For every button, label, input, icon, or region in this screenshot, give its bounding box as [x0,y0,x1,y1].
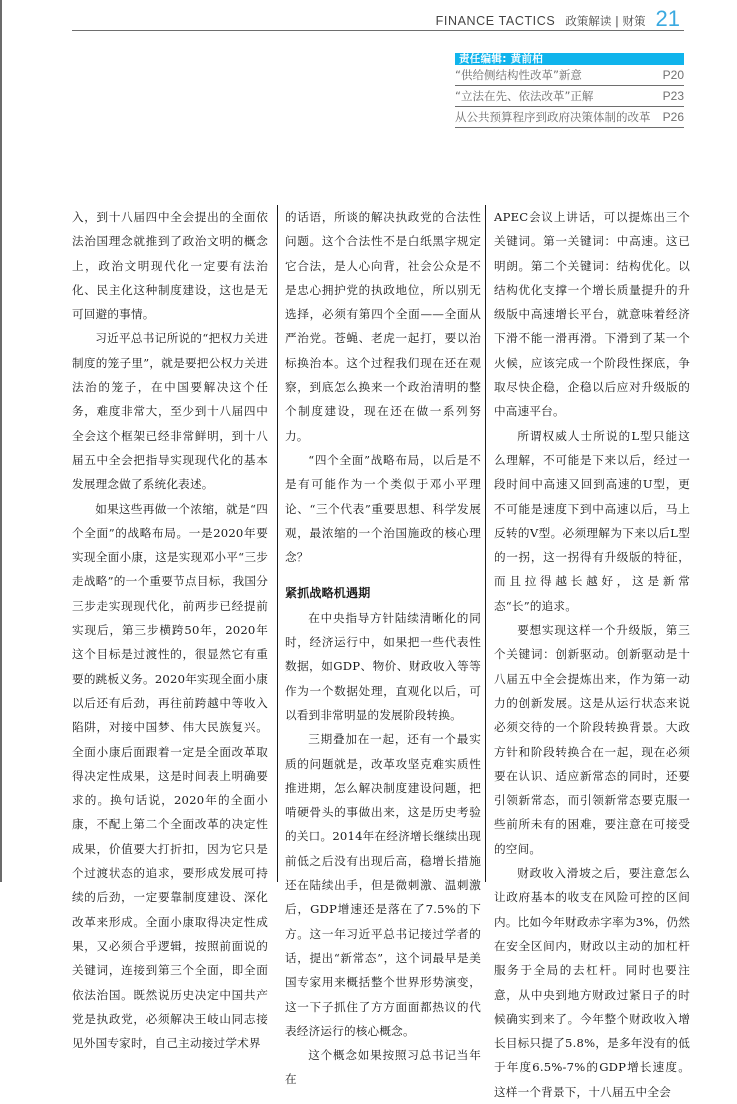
column-divider [485,205,486,882]
toc-item-title: 从公共预算程序到政府决策体制的改革 [455,110,651,124]
toc-item-title: “供给侧结构性改革”新意 [455,68,582,82]
paragraph: APEC会议上讲话，可以提炼出三个关键词。第一关键词：中高速。这已明朗。第二个关键词：结构优化。以结构优化支撑一个增长质量提升的升级版中高速增长平台，就意味着经济下滑不能一滑再滑。下滑到了某一个火候，应该完成一个阶段性探底，争取尽快企稳，企稳以后应对升级版的中高速平台。 [494,210,690,419]
paragraph: 财政收入滑坡之后，要注意怎么让政府基本的收支在风险可控的区间内。比如今年财政赤字率为3%，仍然在安全区间内，财政以主动的加杠杆服务于全局的去杠杆。同时也要注意，从中央到地方财政过紧日子的时候确实到来了。今年整个财政收入增长目标只提了5.8%，是多年没有的低于年度6.5%-7%的GDP增长速度。这样一个背景下，十八届五中全会 [494,866,690,1099]
paragraph: 三期叠加在一起，还有一个最实质的问题就是，改革攻坚克难实质性推进期，怎么解决制度建设问题，把啃硬骨头的事做出来，这是历史考验的关口。2014年在经济增长继续出现前低之后没有出现后高，稳增长措施还在陆续出手，但是微刺激、温刺激后，GDP增速还是落在了7.5%的下方。这一年习近平总书记接过学者的话，提出“新常态”，这个词最早是美国专家用来概括整个世界形势演变，这一下子抓住了方方面面都热议的代表经济运行的核心概念。 [285,732,481,1038]
header-right [436,8,680,30]
paragraph: 这个概念如果按照习总书记当年在 [285,1048,481,1087]
toc-editor-label: 责任编辑: 黄前柏 [455,53,684,65]
magazine-name: FINANCE TACTICS [435,14,556,28]
paragraph: 的话语，所谈的解决执政党的合法性问题。这个合法性不是白纸黑字规定它合法，是人心向背，社会公众是不是忠心拥护党的执政地位，所以别无选择，必须有第四个全面——全面从严治党。苍蝇、老虎一起打，要以治标换治本。这个过程我们现在还在观察，到底怎么换来一个政治清明的整个制度建设，现在还在做一系列努力。 [285,210,481,443]
paragraph: “四个全面”战略布局，以后是不是有可能作为一个类似于邓小平理论、“三个代表”重要思想、科学发展观，最浓缩的一个治国施政的核心理念？ [285,452,481,565]
section-name: 政策解读 | 财策 [565,14,646,28]
toc-item-title: “立法在先、依法改革”正解 [455,89,594,103]
text-column-1 [72,205,268,1055]
paragraph: 如果这些再做一个浓缩，就是“四个全面”的战略布局。一是2020年要实现全面小康，这是实现邓小平“三步走战略”的一个重要节点目标，我国分三步走实现现代化，前两步已经提前实现后，第三步横跨50年，2020年这个目标是过渡性的，很显然它有重要的跳板义务。2020年实现全面小康以后还有后劲，再往前跨越中等收入陷阱，对接中国梦、伟大民族复兴。全面小康后面跟着一定是全面改革取得决定性成果，这是时间表上明确要求的。换句话说，2020年的全面小康，不配上第二个全面改革的决定性成果，价值要大打折扣，因为它只是个过渡状态的追求，要形成发展可持续的后劲，一定要靠制度建设、深化改革来形成。全面小康取得决定性成果，又必须合乎逻辑，按照前面说的关键词，连接到第三个全面，即全面依法治国。既然说历史决定中国共产党是执政党，必须解决王岐山同志接见外国专家时，自己主动接过学术界 [72,501,268,1051]
toc-item-page: P20 [662,68,684,82]
paragraph: 要想实现这样一个升级版，第三个关键词：创新驱动。创新驱动是十八届五中全会提炼出来，作为第一动力的创新发展。这是从运行状态来说必须交待的一个阶段转换背景。大政方针和阶段转换合在一起，现在必须要在认识、适应新常态的同时，还要引领新常态，而引领新常态要克服一些前所未有的困难，要注意在可接受的空间。 [494,623,690,856]
text-column-3 [494,205,690,1104]
paragraph: 入，到十八届四中全会提出的全面依法治国理念就推到了政治文明的概念上，政治文明现代化一定要有法治化、民主化这种制度建设，这也是无可回避的事情。 [72,210,268,322]
page-header [72,8,684,31]
text-column-2 [285,205,481,1092]
toc-item-page: P23 [662,89,684,103]
section-subheading: 紧抓战略机遇期 [285,586,371,601]
toc-item-page: P26 [662,110,684,124]
page-left-edge [0,0,2,882]
paragraph: 在中央指导方针陆续清晰化的同时，经济运行中，如果把一些代表性数据，如GDP、物价、财政收入等等作为一个数据处理，直观化以后，可以看到非常明显的发展阶段转换。 [285,610,481,722]
page-number: 21 [655,6,680,31]
paragraph: 习近平总书记所说的“把权力关进制度的笼子里”，就是要把公权力关进法治的笼子，在中国要解决这个任务，难度非常大，至少到十八届四中全会这个框架已经非常鲜明，到十八届五中全会把指导实现现代化的基本发展理念做了系统化表述。 [72,331,268,492]
column-divider [277,205,278,882]
table-of-contents [455,53,684,128]
toc-item[interactable] [455,65,684,86]
toc-item[interactable] [455,107,684,128]
toc-item[interactable] [455,86,684,107]
paragraph: 所谓权威人士所说的L型只能这么理解，不可能是下来以后，经过一段时间中高速又回到高速的U型，更不可能是速度下到中高速以后，马上反转的V型。必须理解为下来以后L型的一拐，这一拐得有升级版的特征，而且拉得越长越好，这是新常态“长”的追求。 [494,428,690,613]
